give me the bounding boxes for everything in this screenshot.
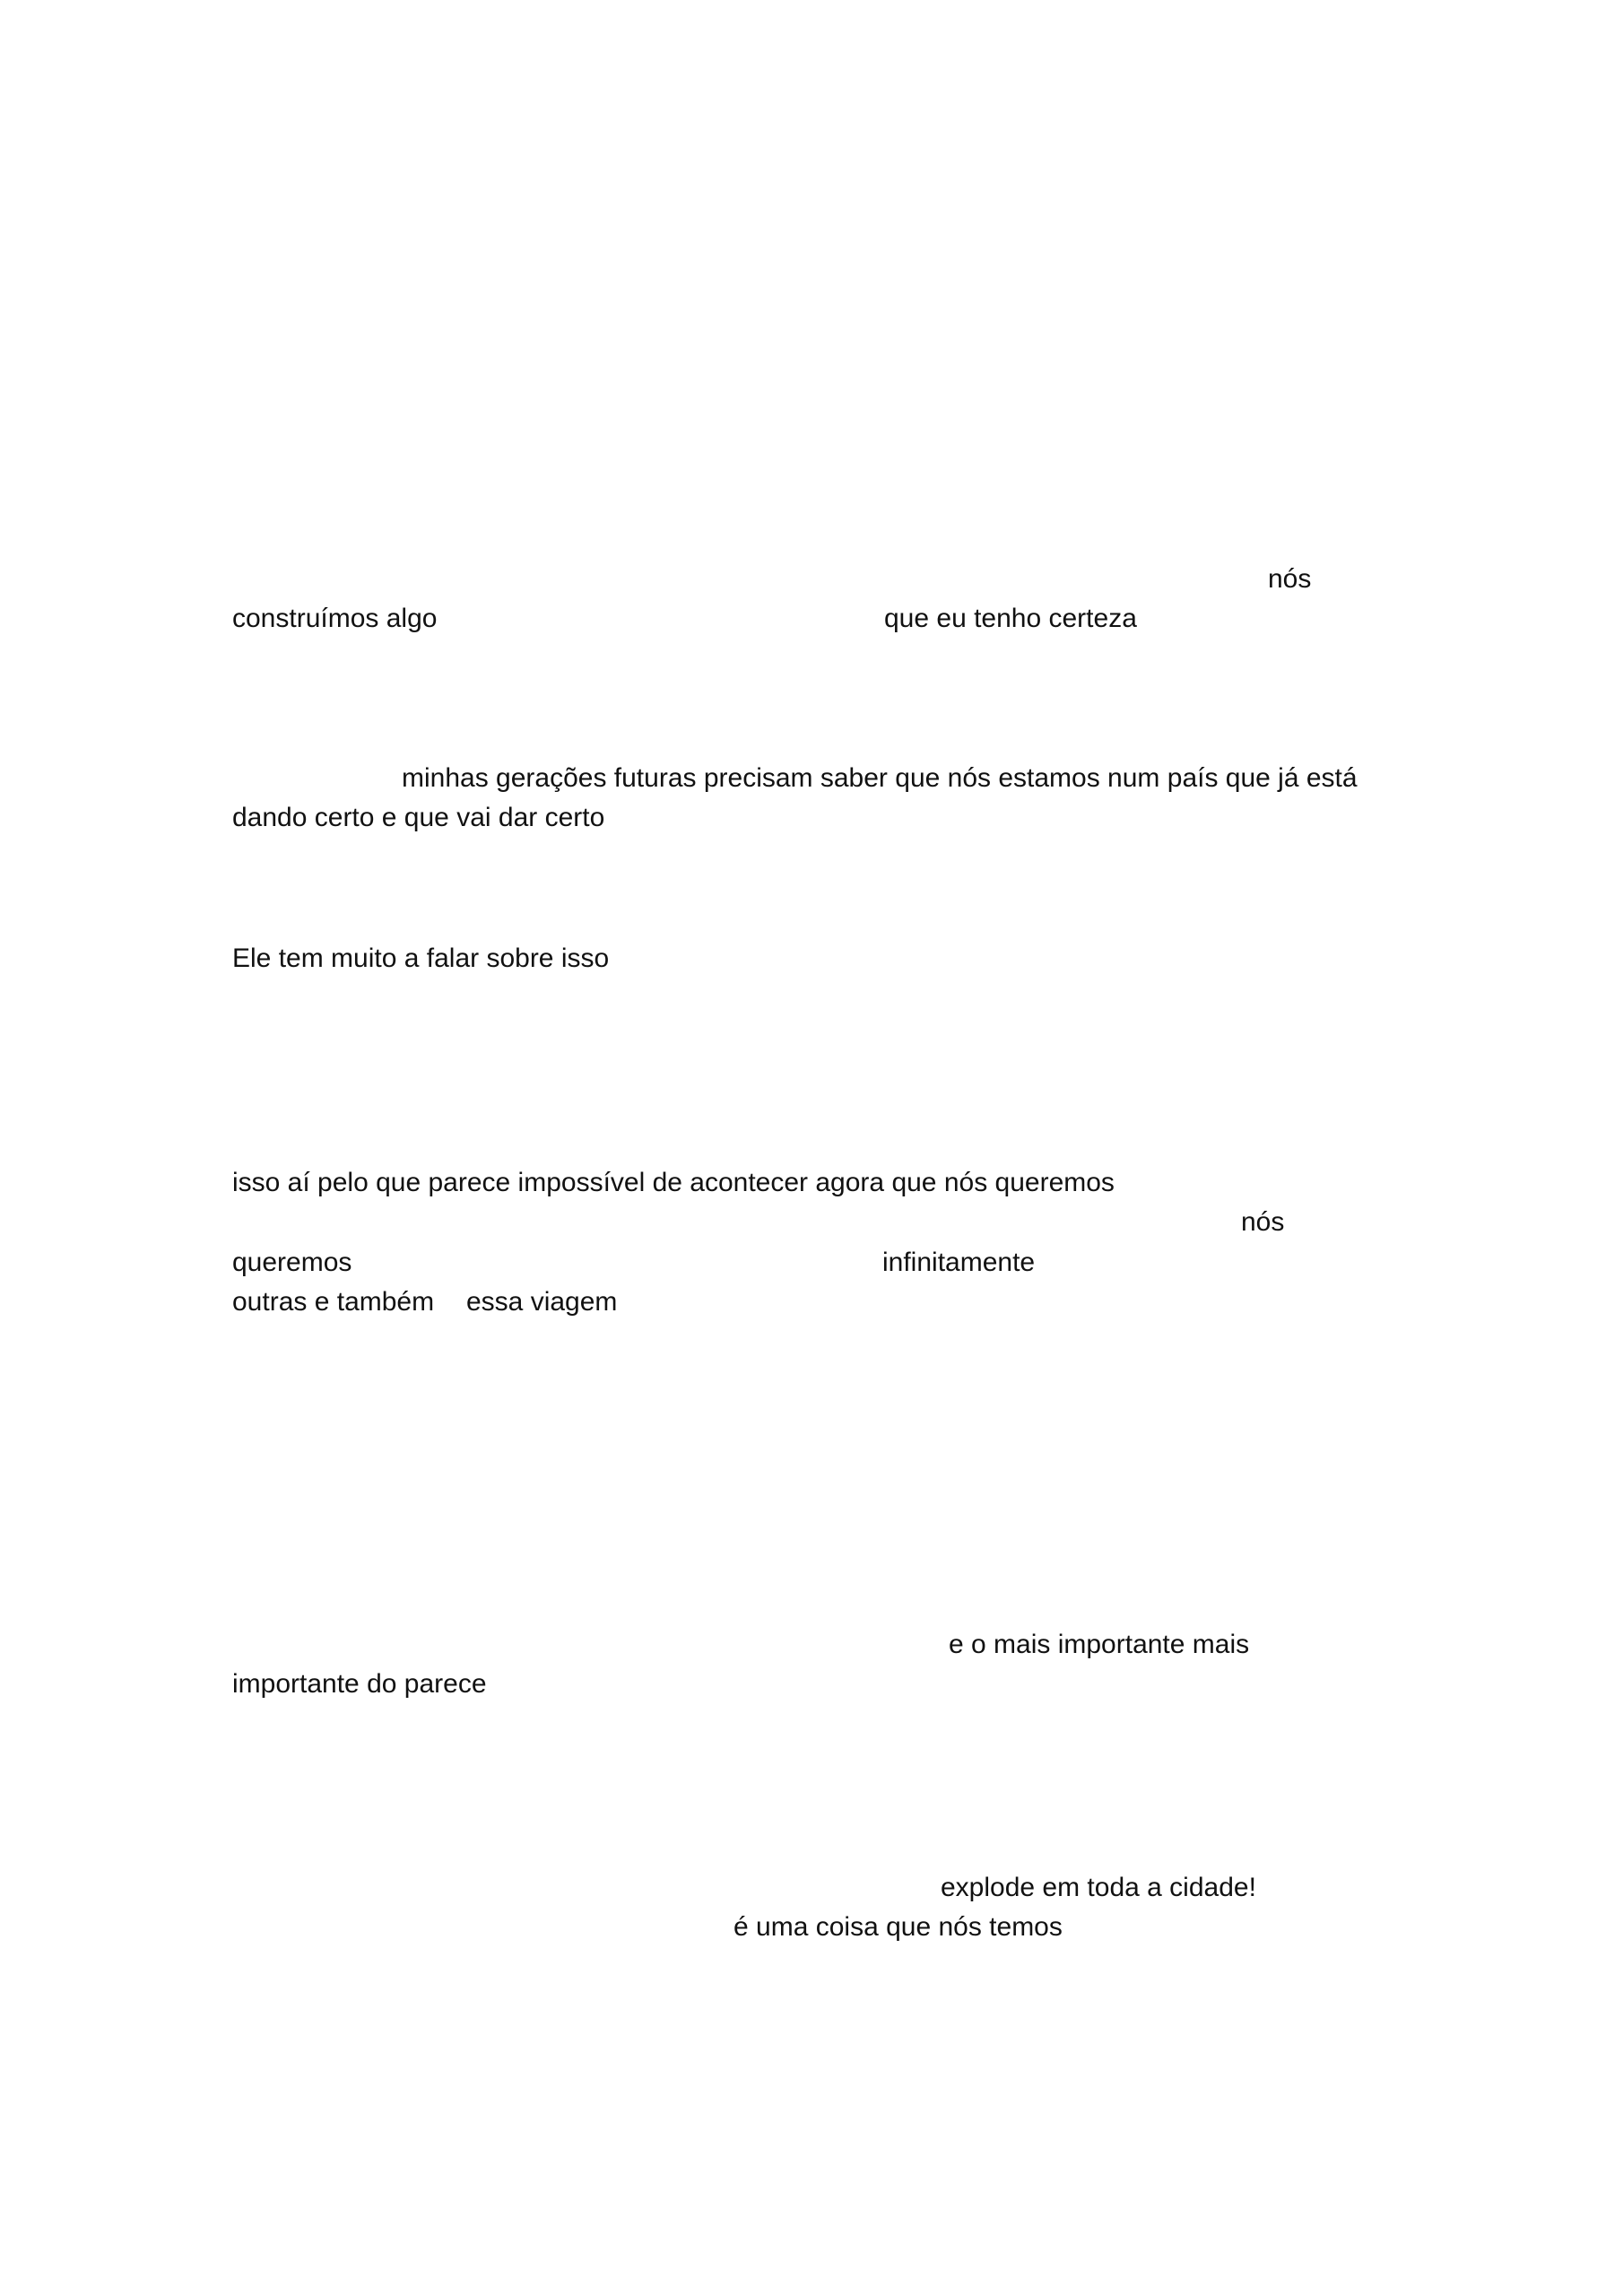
text-fragment: nós [1268,564,1312,594]
text-fragment: isso aí pelo que parece impossível de acontecer agora que nós queremos [232,1168,1115,1197]
text-fragment: essa viagem [466,1287,618,1317]
text-fragment: construímos algo [232,604,438,633]
text-fragment: dando certo e que vai dar certo [232,803,605,832]
text-fragment: que eu tenho certeza [884,604,1137,633]
text-fragment: nós [1241,1207,1285,1237]
text-fragment: e o mais importante mais [949,1630,1250,1659]
text-fragment: minhas gerações futuras precisam saber que nós estamos num país que já está [402,763,1358,793]
text-fragment: é uma coisa que nós temos [733,1912,1063,1942]
text-fragment: outras e também [232,1287,435,1317]
text-fragment: Ele tem muito a falar sobre isso [232,944,610,973]
text-fragment: queremos [232,1248,352,1277]
text-fragment: explode em toda a cidade! [941,1873,1256,1902]
text-fragment: infinitamente [882,1248,1036,1277]
text-fragment: importante do parece [232,1669,487,1699]
